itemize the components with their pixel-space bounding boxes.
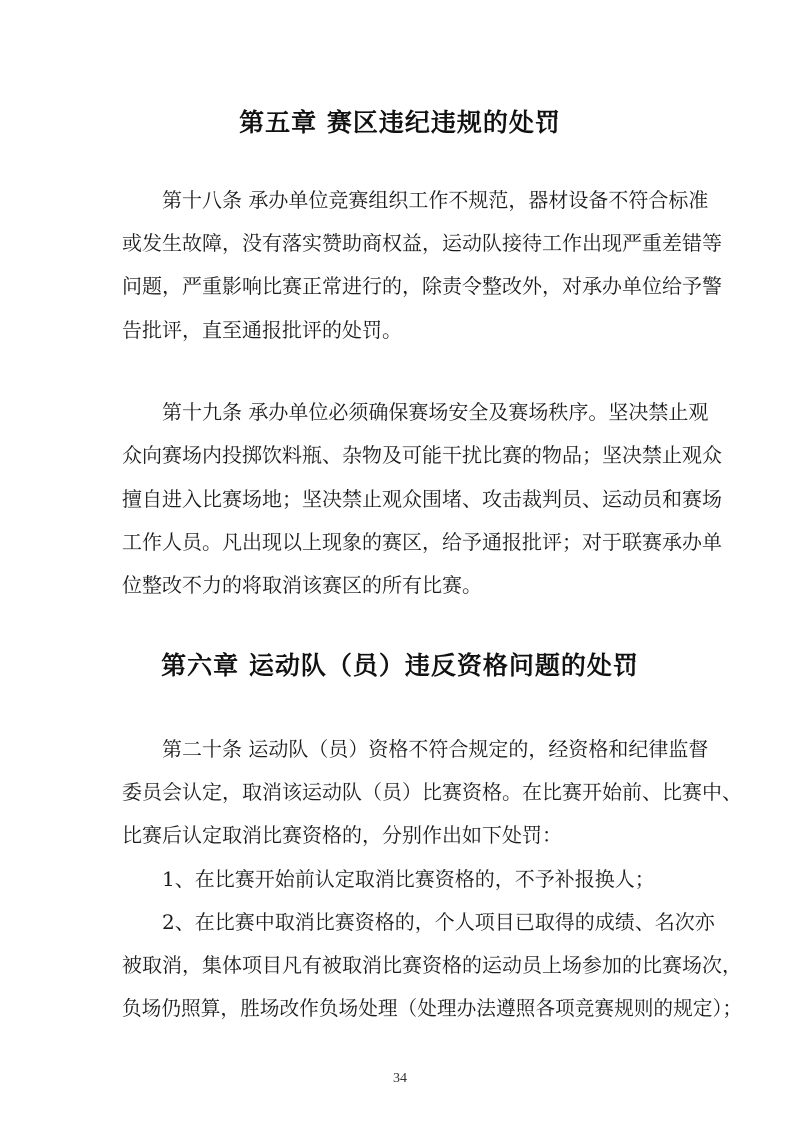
article-20-item-2-line-1: 2、在比赛中取消比赛资格的，个人项目已取得的成绩、名次亦 <box>162 910 715 934</box>
article-20-item-1: 1、在比赛开始前认定取消比赛资格的，不予补报换人； <box>162 867 655 891</box>
article-20-line-2: 委员会认定，取消该运动队（员）比赛资格。在比赛开始前、比赛中、 <box>122 780 742 804</box>
article-19-line-5: 位整改不力的将取消该赛区的所有比赛。 <box>122 573 482 597</box>
page-number: 34 <box>393 1071 407 1086</box>
article-19-line-1: 第十九条 承办单位必须确保赛场安全及赛场秩序。坚决禁止观 <box>162 400 709 424</box>
article-18-line-3: 问题，严重影响比赛正常进行的，除责令整改外，对承办单位给予警 <box>122 274 722 298</box>
chapter-6-title: 第六章 运动队（员）违反资格问题的处罚 <box>161 651 639 680</box>
article-18-line-1: 第十八条 承办单位竞赛组织工作不规范，器材设备不符合标准 <box>162 188 709 212</box>
article-20-line-3: 比赛后认定取消比赛资格的，分别作出如下处罚： <box>122 823 562 847</box>
article-19-line-4: 工作人员。凡出现以上现象的赛区，给予通报批评；对于联赛承办单 <box>122 530 722 554</box>
article-18-line-2: 或发生故障，没有落实赞助商权益，运动队接待工作出现严重差错等 <box>122 231 722 255</box>
article-18-line-4: 告批评，直至通报批评的处罚。 <box>122 318 402 342</box>
article-19-line-2: 众向赛场内投掷饮料瓶、杂物及可能干扰比赛的物品；坚决禁止观众 <box>122 443 722 467</box>
chapter-5-title: 第五章 赛区违纪违规的处罚 <box>239 108 561 137</box>
article-20-item-2-line-2: 被取消，集体项目凡有被取消比赛资格的运动员上场参加的比赛场次， <box>122 953 742 977</box>
article-19-line-3: 擅自进入比赛场地；坚决禁止观众围堵、攻击裁判员、运动员和赛场 <box>122 487 722 511</box>
article-20-item-2-line-3: 负场仍照算，胜场改作负场处理（处理办法遵照各项竞赛规则的规定）； <box>122 996 742 1020</box>
article-20-line-1: 第二十条 运动队（员）资格不符合规定的，经资格和纪律监督 <box>162 737 709 761</box>
